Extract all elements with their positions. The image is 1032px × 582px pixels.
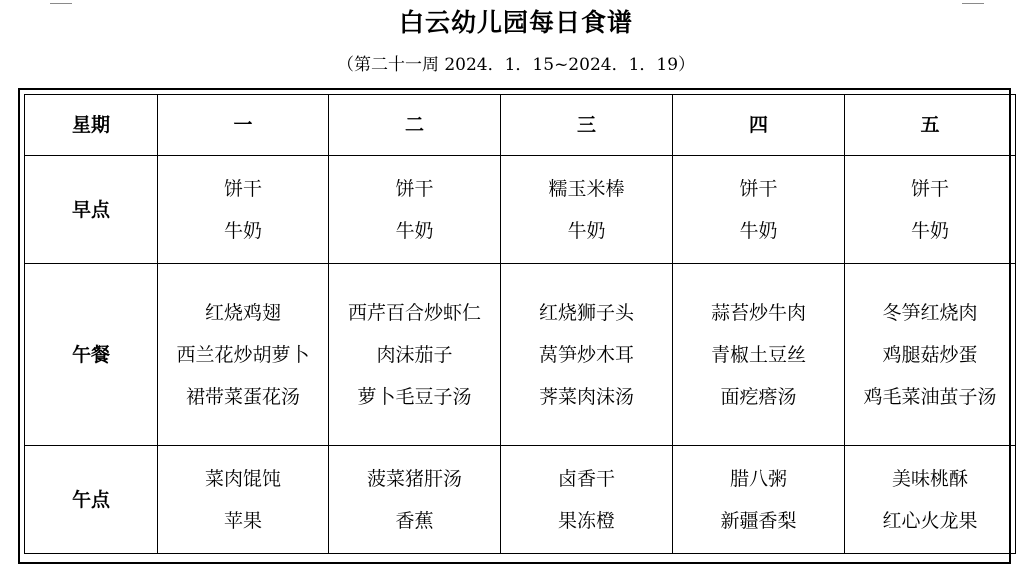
dish: 牛奶 [910,219,949,242]
dish: 荠菜肉沫汤 [538,385,634,408]
dish: 饼干 [223,177,262,200]
dish: 西芹百合炒虾仁 [347,301,481,324]
dish: 果冻橙 [557,509,615,532]
dish: 鸡毛菜油茧子汤 [863,385,997,408]
table-row-afternoon-snack [25,446,1016,554]
lunch-tue [329,264,501,446]
dish: 红心火龙果 [882,509,978,532]
day-header-thu: 四 [673,95,845,156]
day-header-wed: 三 [501,95,673,156]
dish: 苹果 [223,509,262,532]
snack-fri [845,446,1016,554]
dish: 莴笋炒木耳 [538,343,634,366]
dish: 饼干 [910,177,949,200]
weekday-corner-label: 星期 [25,95,158,156]
dish: 萝卜毛豆子汤 [357,385,472,408]
meal-label-afternoon-snack: 午点 [25,446,158,554]
dish: 牛奶 [223,219,262,242]
dish: 裙带菜蛋花汤 [185,385,300,408]
document-title: 白云幼儿园每日食谱 [398,8,633,37]
weekly-menu-table [24,94,1016,554]
breakfast-tue [329,156,501,264]
dish: 美味桃酥 [891,467,968,490]
dish: 冬笋红烧肉 [882,301,978,324]
snack-wed [501,446,673,554]
header-row [25,95,1016,156]
dish: 鸡腿菇炒蛋 [882,343,978,366]
dish: 面疙瘩汤 [720,385,797,408]
dish: 红烧狮子头 [538,301,634,324]
snack-mon [158,446,329,554]
lunch-mon [158,264,329,446]
breakfast-thu [673,156,845,264]
dish: 香蕉 [395,509,434,532]
week-date-range: （第二十一周 2024．1．15~2024．1．19） [336,55,696,75]
page-corner-mark-right [962,0,984,4]
dish: 西兰花炒胡萝卜 [176,343,310,366]
dish: 卤香干 [557,467,615,490]
table-row-lunch [25,264,1016,446]
table-row-breakfast [25,156,1016,264]
dish: 红烧鸡翅 [204,301,281,324]
day-header-fri: 五 [845,95,1016,156]
dish: 饼干 [395,177,434,200]
meal-label-breakfast: 早点 [25,156,158,264]
dish: 肉沫茄子 [376,343,453,366]
page-corner-mark-left [50,0,72,4]
lunch-thu [673,264,845,446]
dish: 蒜苔炒牛肉 [710,301,806,324]
snack-tue [329,446,501,554]
dish: 牛奶 [739,219,778,242]
breakfast-wed [501,156,673,264]
dish: 菜肉馄饨 [204,467,281,490]
dish: 牛奶 [567,219,606,242]
dish: 新疆香梨 [720,509,797,532]
day-header-mon: 一 [158,95,329,156]
breakfast-mon [158,156,329,264]
dish: 糯玉米棒 [548,177,625,200]
dish: 饼干 [739,177,778,200]
meal-label-lunch: 午餐 [25,264,158,446]
dish: 牛奶 [395,219,434,242]
dish: 菠菜猪肝汤 [366,467,462,490]
dish: 青椒土豆丝 [710,343,806,366]
breakfast-fri [845,156,1016,264]
lunch-fri [845,264,1016,446]
dish: 腊八粥 [729,467,787,490]
lunch-wed [501,264,673,446]
snack-thu [673,446,845,554]
day-header-tue: 二 [329,95,501,156]
